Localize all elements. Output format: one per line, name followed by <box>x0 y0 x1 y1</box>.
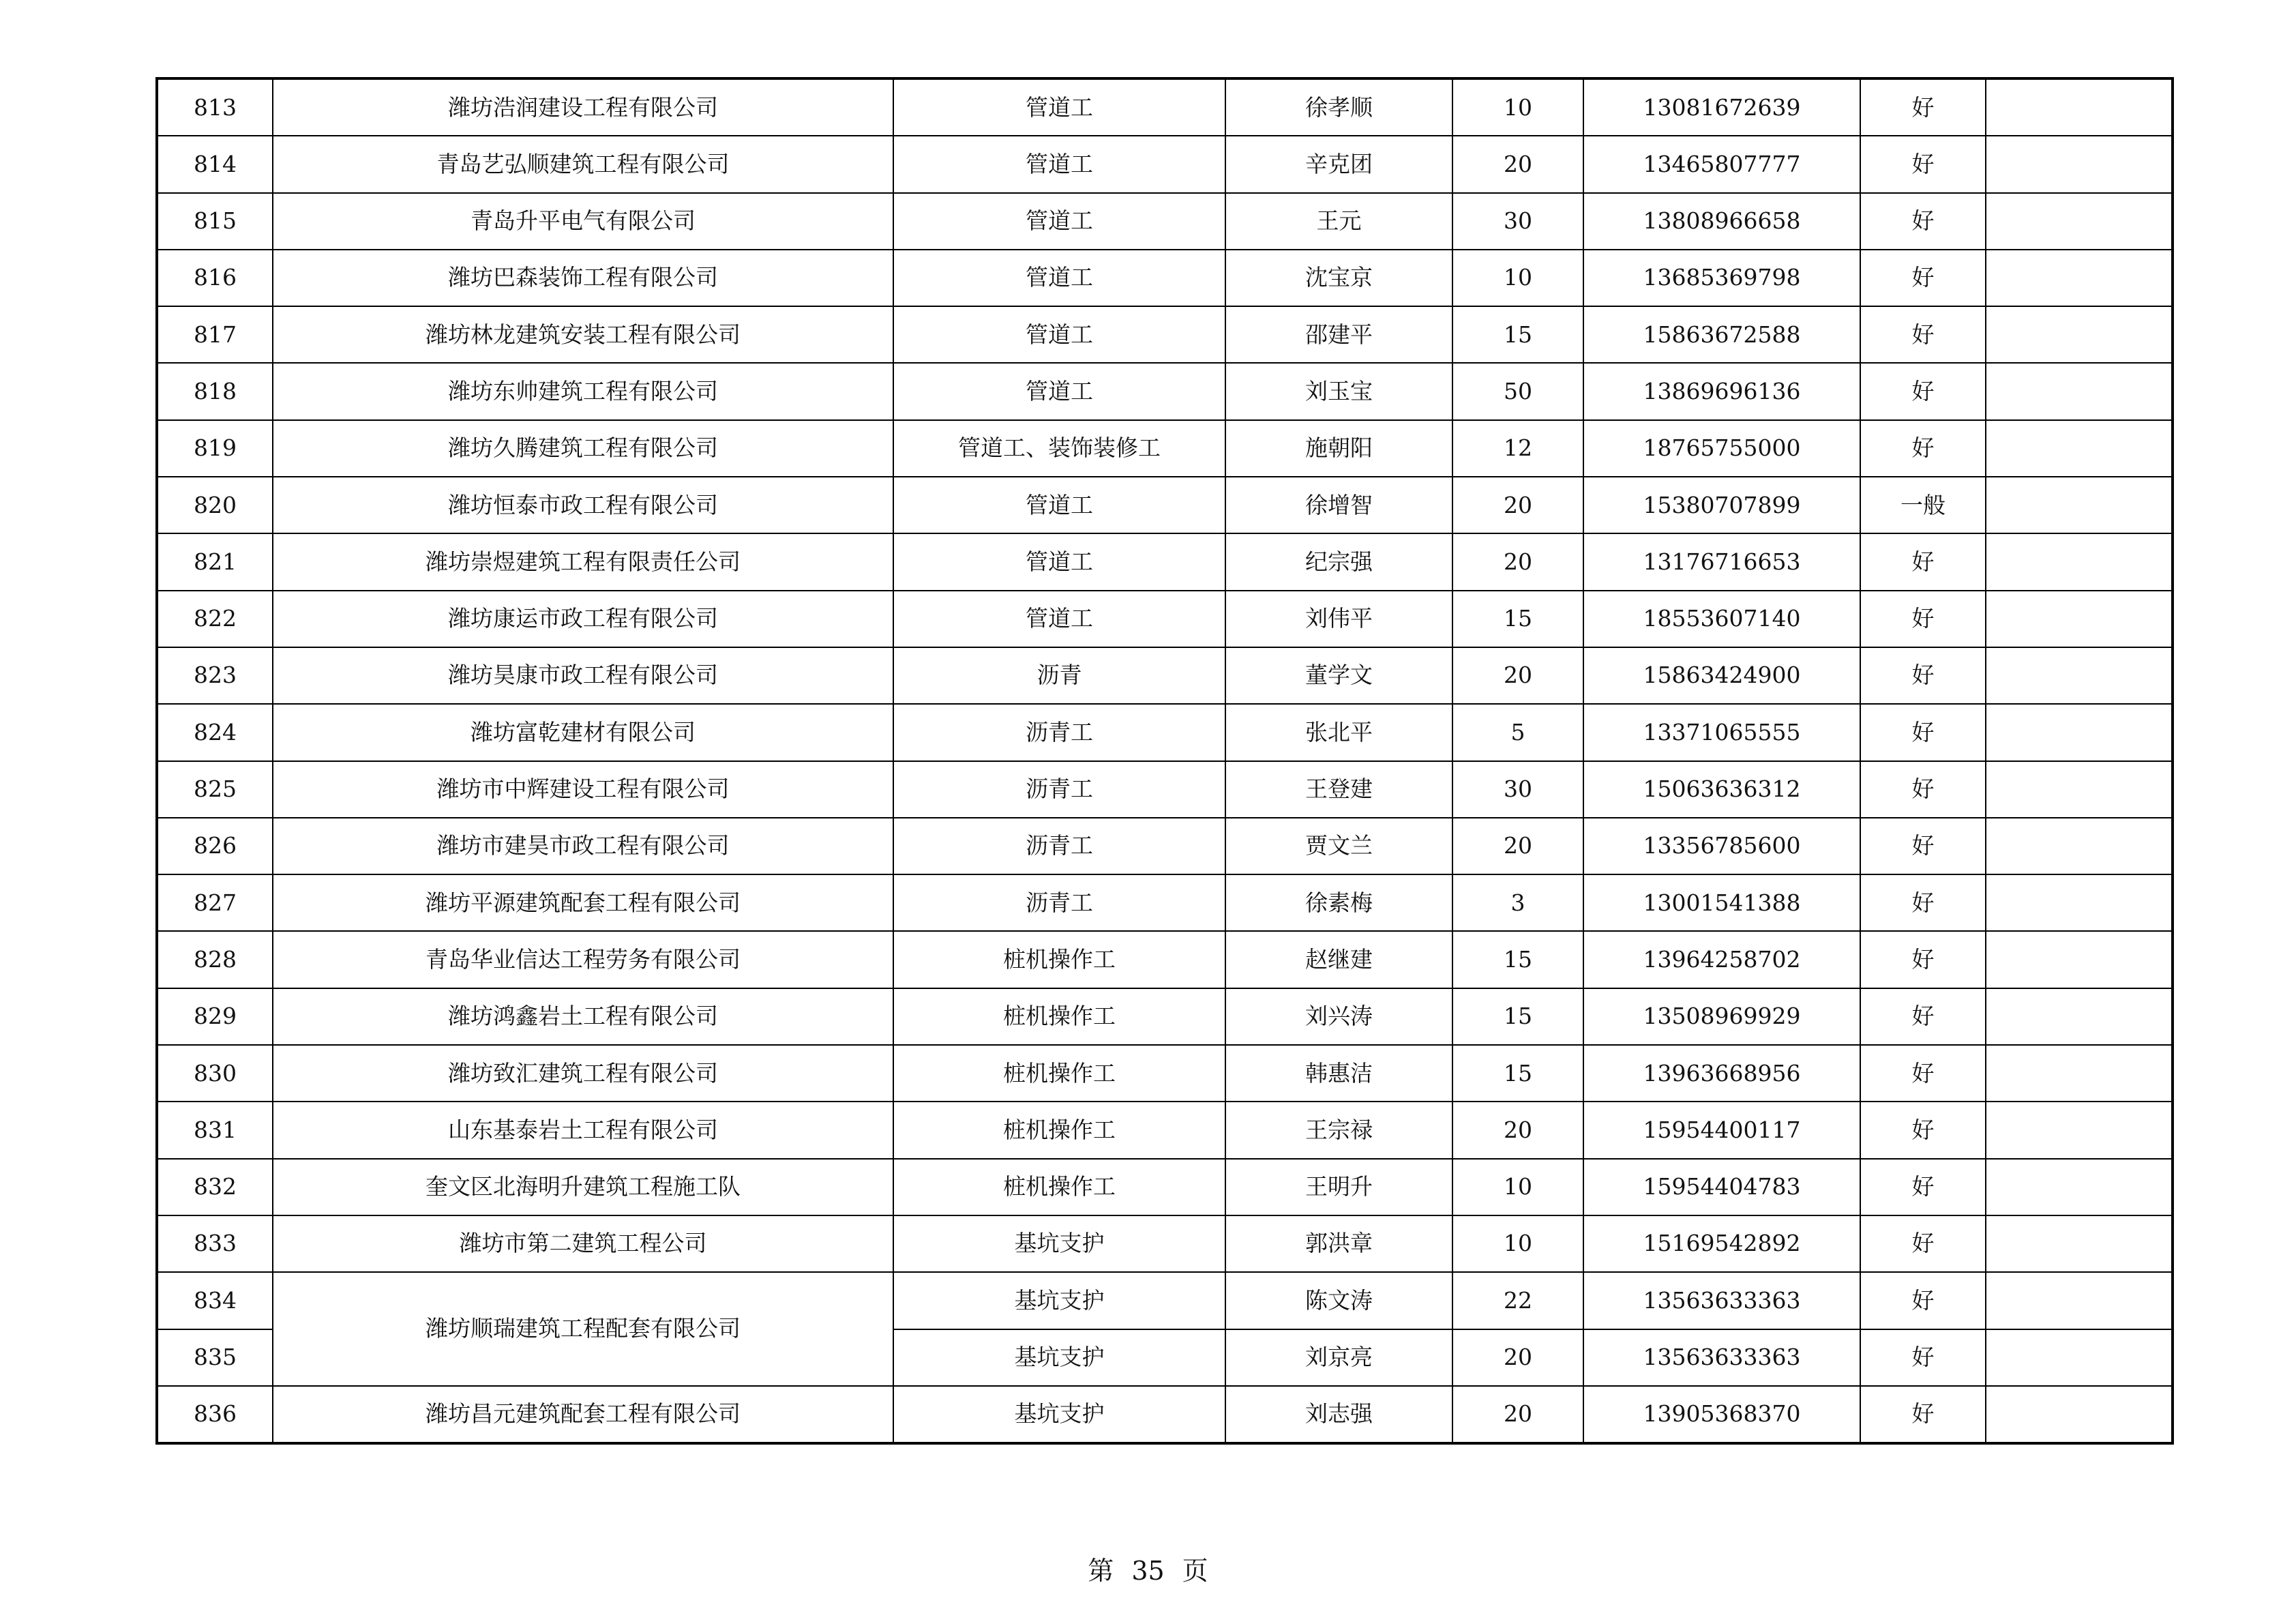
phone-number-cell: 13905368370 <box>1583 1386 1860 1443</box>
contact-person-cell: 徐增智 <box>1225 477 1452 533</box>
trade-type-cell: 基坑支护 <box>893 1272 1225 1329</box>
row-number-cell: 824 <box>157 704 273 761</box>
page-suffix: 页 <box>1182 1556 1208 1586</box>
trade-type-cell: 管道工 <box>893 250 1225 306</box>
remark-cell <box>1986 761 2173 818</box>
phone-number-cell: 15954400117 <box>1583 1102 1860 1158</box>
worker-count-cell: 10 <box>1452 1215 1583 1272</box>
contact-person-cell: 邵建平 <box>1225 306 1452 363</box>
table-row <box>157 818 2173 874</box>
rating-cell: 好 <box>1860 931 1986 988</box>
phone-number-cell: 15380707899 <box>1583 477 1860 533</box>
row-number-cell: 829 <box>157 988 273 1045</box>
remark-cell <box>1986 193 2173 250</box>
trade-type-cell: 管道工 <box>893 136 1225 192</box>
trade-type-cell: 沥青工 <box>893 874 1225 931</box>
rating-cell: 好 <box>1860 1329 1986 1386</box>
company-name-cell: 青岛升平电气有限公司 <box>273 193 893 250</box>
contact-person-cell: 张北平 <box>1225 704 1452 761</box>
company-name-cell: 潍坊巴森装饰工程有限公司 <box>273 250 893 306</box>
contact-person-cell: 施朝阳 <box>1225 420 1452 477</box>
trade-type-cell: 基坑支护 <box>893 1329 1225 1386</box>
remark-cell <box>1986 477 2173 533</box>
worker-count-cell: 10 <box>1452 250 1583 306</box>
page-prefix: 第 <box>1088 1556 1114 1586</box>
table-row <box>157 874 2173 931</box>
contact-person-cell: 徐素梅 <box>1225 874 1452 931</box>
rating-cell: 好 <box>1860 1159 1986 1215</box>
phone-number-cell: 13963668956 <box>1583 1045 1860 1102</box>
remark-cell <box>1986 533 2173 590</box>
row-number-cell: 833 <box>157 1215 273 1272</box>
trade-type-cell: 管道工 <box>893 306 1225 363</box>
contact-person-cell: 董学文 <box>1225 647 1452 704</box>
row-number-cell: 827 <box>157 874 273 931</box>
table-row <box>157 250 2173 306</box>
remark-cell <box>1986 1045 2173 1102</box>
company-name-cell: 潍坊市第二建筑工程公司 <box>273 1215 893 1272</box>
company-name-cell: 潍坊恒泰市政工程有限公司 <box>273 477 893 533</box>
contact-person-cell: 贾文兰 <box>1225 818 1452 874</box>
phone-number-cell: 13465807777 <box>1583 136 1860 192</box>
phone-number-cell: 13964258702 <box>1583 931 1860 988</box>
row-number-cell: 815 <box>157 193 273 250</box>
company-name-cell: 潍坊林龙建筑安装工程有限公司 <box>273 306 893 363</box>
contact-person-cell: 刘兴涛 <box>1225 988 1452 1045</box>
table-row <box>157 1102 2173 1158</box>
rating-cell: 好 <box>1860 1045 1986 1102</box>
worker-count-cell: 20 <box>1452 1102 1583 1158</box>
table-row <box>157 533 2173 590</box>
trade-type-cell: 桩机操作工 <box>893 1045 1225 1102</box>
row-number-cell: 819 <box>157 420 273 477</box>
rating-cell: 好 <box>1860 420 1986 477</box>
company-name-cell: 青岛艺弘顺建筑工程有限公司 <box>273 136 893 192</box>
table-row <box>157 420 2173 477</box>
worker-count-cell: 30 <box>1452 193 1583 250</box>
row-number-cell: 823 <box>157 647 273 704</box>
remark-cell <box>1986 1159 2173 1215</box>
worker-count-cell: 20 <box>1452 1386 1583 1443</box>
worker-count-cell: 15 <box>1452 591 1583 647</box>
trade-type-cell: 基坑支护 <box>893 1215 1225 1272</box>
table-row <box>157 647 2173 704</box>
worker-count-cell: 20 <box>1452 533 1583 590</box>
trade-type-cell: 管道工、装饰装修工 <box>893 420 1225 477</box>
table-row <box>157 306 2173 363</box>
row-number-cell: 820 <box>157 477 273 533</box>
remark-cell <box>1986 647 2173 704</box>
row-number-cell: 835 <box>157 1329 273 1386</box>
rating-cell: 好 <box>1860 78 1986 136</box>
rating-cell: 好 <box>1860 704 1986 761</box>
remark-cell <box>1986 136 2173 192</box>
worker-count-cell: 20 <box>1452 136 1583 192</box>
phone-number-cell: 13081672639 <box>1583 78 1860 136</box>
contact-person-cell: 王元 <box>1225 193 1452 250</box>
table-row <box>157 931 2173 988</box>
page-footer <box>0 1550 2296 1587</box>
trade-type-cell: 桩机操作工 <box>893 1159 1225 1215</box>
row-number-cell: 825 <box>157 761 273 818</box>
row-number-cell: 821 <box>157 533 273 590</box>
remark-cell <box>1986 420 2173 477</box>
remark-cell <box>1986 250 2173 306</box>
trade-type-cell: 管道工 <box>893 78 1225 136</box>
company-name-cell: 潍坊久腾建筑工程有限公司 <box>273 420 893 477</box>
remark-cell <box>1986 818 2173 874</box>
contact-person-cell: 赵继建 <box>1225 931 1452 988</box>
phone-number-cell: 18765755000 <box>1583 420 1860 477</box>
company-name-cell: 奎文区北海明升建筑工程施工队 <box>273 1159 893 1215</box>
worker-count-cell: 12 <box>1452 420 1583 477</box>
row-number-cell: 834 <box>157 1272 273 1329</box>
table-row <box>157 988 2173 1045</box>
contact-person-cell: 王明升 <box>1225 1159 1452 1215</box>
row-number-cell: 817 <box>157 306 273 363</box>
trade-type-cell: 管道工 <box>893 363 1225 419</box>
rating-cell: 好 <box>1860 591 1986 647</box>
rating-cell: 好 <box>1860 250 1986 306</box>
phone-number-cell: 13001541388 <box>1583 874 1860 931</box>
contractor-table <box>155 77 2174 1445</box>
page-number: 35 <box>1131 1556 1165 1586</box>
row-number-cell: 822 <box>157 591 273 647</box>
phone-number-cell: 13508969929 <box>1583 988 1860 1045</box>
rating-cell: 好 <box>1860 647 1986 704</box>
phone-number-cell: 13685369798 <box>1583 250 1860 306</box>
worker-count-cell: 20 <box>1452 818 1583 874</box>
row-number-cell: 818 <box>157 363 273 419</box>
rating-cell: 好 <box>1860 136 1986 192</box>
company-name-cell: 潍坊顺瑞建筑工程配套有限公司 <box>273 1272 893 1386</box>
trade-type-cell: 沥青工 <box>893 704 1225 761</box>
row-number-cell: 814 <box>157 136 273 192</box>
remark-cell <box>1986 591 2173 647</box>
company-name-cell: 潍坊致汇建筑工程有限公司 <box>273 1045 893 1102</box>
table-row <box>157 704 2173 761</box>
worker-count-cell: 5 <box>1452 704 1583 761</box>
company-name-cell: 潍坊浩润建设工程有限公司 <box>273 78 893 136</box>
company-name-cell: 潍坊富乾建材有限公司 <box>273 704 893 761</box>
contact-person-cell: 徐孝顺 <box>1225 78 1452 136</box>
contact-person-cell: 刘志强 <box>1225 1386 1452 1443</box>
remark-cell <box>1986 874 2173 931</box>
contact-person-cell: 陈文涛 <box>1225 1272 1452 1329</box>
trade-type-cell: 沥青工 <box>893 818 1225 874</box>
phone-number-cell: 15169542892 <box>1583 1215 1860 1272</box>
row-number-cell: 828 <box>157 931 273 988</box>
trade-type-cell: 管道工 <box>893 591 1225 647</box>
worker-count-cell: 50 <box>1452 363 1583 419</box>
trade-type-cell: 管道工 <box>893 193 1225 250</box>
rating-cell: 好 <box>1860 874 1986 931</box>
remark-cell <box>1986 1386 2173 1443</box>
worker-count-cell: 20 <box>1452 647 1583 704</box>
table-row <box>157 78 2173 136</box>
contact-person-cell: 沈宝京 <box>1225 250 1452 306</box>
remark-cell <box>1986 78 2173 136</box>
phone-number-cell: 13563633363 <box>1583 1329 1860 1386</box>
company-name-cell: 潍坊鸿鑫岩土工程有限公司 <box>273 988 893 1045</box>
company-name-cell: 青岛华业信达工程劳务有限公司 <box>273 931 893 988</box>
phone-number-cell: 15954404783 <box>1583 1159 1860 1215</box>
row-number-cell: 830 <box>157 1045 273 1102</box>
table-row <box>157 1045 2173 1102</box>
table-body <box>157 78 2173 1443</box>
contact-person-cell: 韩惠洁 <box>1225 1045 1452 1102</box>
worker-count-cell: 15 <box>1452 306 1583 363</box>
phone-number-cell: 15863424900 <box>1583 647 1860 704</box>
remark-cell <box>1986 988 2173 1045</box>
trade-type-cell: 沥青 <box>893 647 1225 704</box>
worker-count-cell: 15 <box>1452 931 1583 988</box>
company-name-cell: 潍坊市中辉建设工程有限公司 <box>273 761 893 818</box>
trade-type-cell: 桩机操作工 <box>893 931 1225 988</box>
remark-cell <box>1986 1102 2173 1158</box>
contact-person-cell: 刘京亮 <box>1225 1329 1452 1386</box>
row-number-cell: 816 <box>157 250 273 306</box>
phone-number-cell: 13371065555 <box>1583 704 1860 761</box>
trade-type-cell: 桩机操作工 <box>893 988 1225 1045</box>
contact-person-cell: 郭洪章 <box>1225 1215 1452 1272</box>
worker-count-cell: 10 <box>1452 78 1583 136</box>
table-row <box>157 1215 2173 1272</box>
worker-count-cell: 10 <box>1452 1159 1583 1215</box>
phone-number-cell: 13563633363 <box>1583 1272 1860 1329</box>
table-row <box>157 1386 2173 1443</box>
trade-type-cell: 沥青工 <box>893 761 1225 818</box>
phone-number-cell: 13356785600 <box>1583 818 1860 874</box>
company-name-cell: 潍坊平源建筑配套工程有限公司 <box>273 874 893 931</box>
remark-cell <box>1986 931 2173 988</box>
row-number-cell: 836 <box>157 1386 273 1443</box>
table-row <box>157 193 2173 250</box>
contact-person-cell: 王宗禄 <box>1225 1102 1452 1158</box>
row-number-cell: 831 <box>157 1102 273 1158</box>
table-row <box>157 136 2173 192</box>
remark-cell <box>1986 1329 2173 1386</box>
table-row <box>157 477 2173 533</box>
contact-person-cell: 纪宗强 <box>1225 533 1452 590</box>
phone-number-cell: 15063636312 <box>1583 761 1860 818</box>
rating-cell: 好 <box>1860 988 1986 1045</box>
rating-cell: 好 <box>1860 193 1986 250</box>
trade-type-cell: 管道工 <box>893 533 1225 590</box>
company-name-cell: 潍坊昌元建筑配套工程有限公司 <box>273 1386 893 1443</box>
table-row <box>157 1272 2173 1329</box>
contact-person-cell: 王登建 <box>1225 761 1452 818</box>
remark-cell <box>1986 306 2173 363</box>
worker-count-cell: 22 <box>1452 1272 1583 1329</box>
rating-cell: 好 <box>1860 1102 1986 1158</box>
phone-number-cell: 15863672588 <box>1583 306 1860 363</box>
trade-type-cell: 基坑支护 <box>893 1386 1225 1443</box>
worker-count-cell: 3 <box>1452 874 1583 931</box>
rating-cell: 好 <box>1860 1272 1986 1329</box>
rating-cell: 好 <box>1860 306 1986 363</box>
company-name-cell: 潍坊东帅建筑工程有限公司 <box>273 363 893 419</box>
remark-cell <box>1986 1215 2173 1272</box>
company-name-cell: 潍坊崇煜建筑工程有限责任公司 <box>273 533 893 590</box>
trade-type-cell: 桩机操作工 <box>893 1102 1225 1158</box>
table-row <box>157 761 2173 818</box>
contact-person-cell: 刘伟平 <box>1225 591 1452 647</box>
phone-number-cell: 18553607140 <box>1583 591 1860 647</box>
rating-cell: 好 <box>1860 761 1986 818</box>
worker-count-cell: 20 <box>1452 1329 1583 1386</box>
company-name-cell: 潍坊康运市政工程有限公司 <box>273 591 893 647</box>
remark-cell <box>1986 363 2173 419</box>
worker-count-cell: 30 <box>1452 761 1583 818</box>
rating-cell: 好 <box>1860 1215 1986 1272</box>
remark-cell <box>1986 1272 2173 1329</box>
rating-cell: 好 <box>1860 818 1986 874</box>
row-number-cell: 826 <box>157 818 273 874</box>
company-name-cell: 潍坊昊康市政工程有限公司 <box>273 647 893 704</box>
rating-cell: 好 <box>1860 1386 1986 1443</box>
worker-count-cell: 15 <box>1452 988 1583 1045</box>
phone-number-cell: 13176716653 <box>1583 533 1860 590</box>
rating-cell: 好 <box>1860 363 1986 419</box>
trade-type-cell: 管道工 <box>893 477 1225 533</box>
worker-count-cell: 15 <box>1452 1045 1583 1102</box>
row-number-cell: 813 <box>157 78 273 136</box>
rating-cell: 一般 <box>1860 477 1986 533</box>
company-name-cell: 潍坊市建昊市政工程有限公司 <box>273 818 893 874</box>
phone-number-cell: 13869696136 <box>1583 363 1860 419</box>
contact-person-cell: 刘玉宝 <box>1225 363 1452 419</box>
phone-number-cell: 13808966658 <box>1583 193 1860 250</box>
company-name-cell: 山东基泰岩土工程有限公司 <box>273 1102 893 1158</box>
table-row <box>157 1159 2173 1215</box>
row-number-cell: 832 <box>157 1159 273 1215</box>
table-row <box>157 591 2173 647</box>
rating-cell: 好 <box>1860 533 1986 590</box>
worker-count-cell: 20 <box>1452 477 1583 533</box>
table-row <box>157 363 2173 419</box>
contact-person-cell: 辛克团 <box>1225 136 1452 192</box>
remark-cell <box>1986 704 2173 761</box>
